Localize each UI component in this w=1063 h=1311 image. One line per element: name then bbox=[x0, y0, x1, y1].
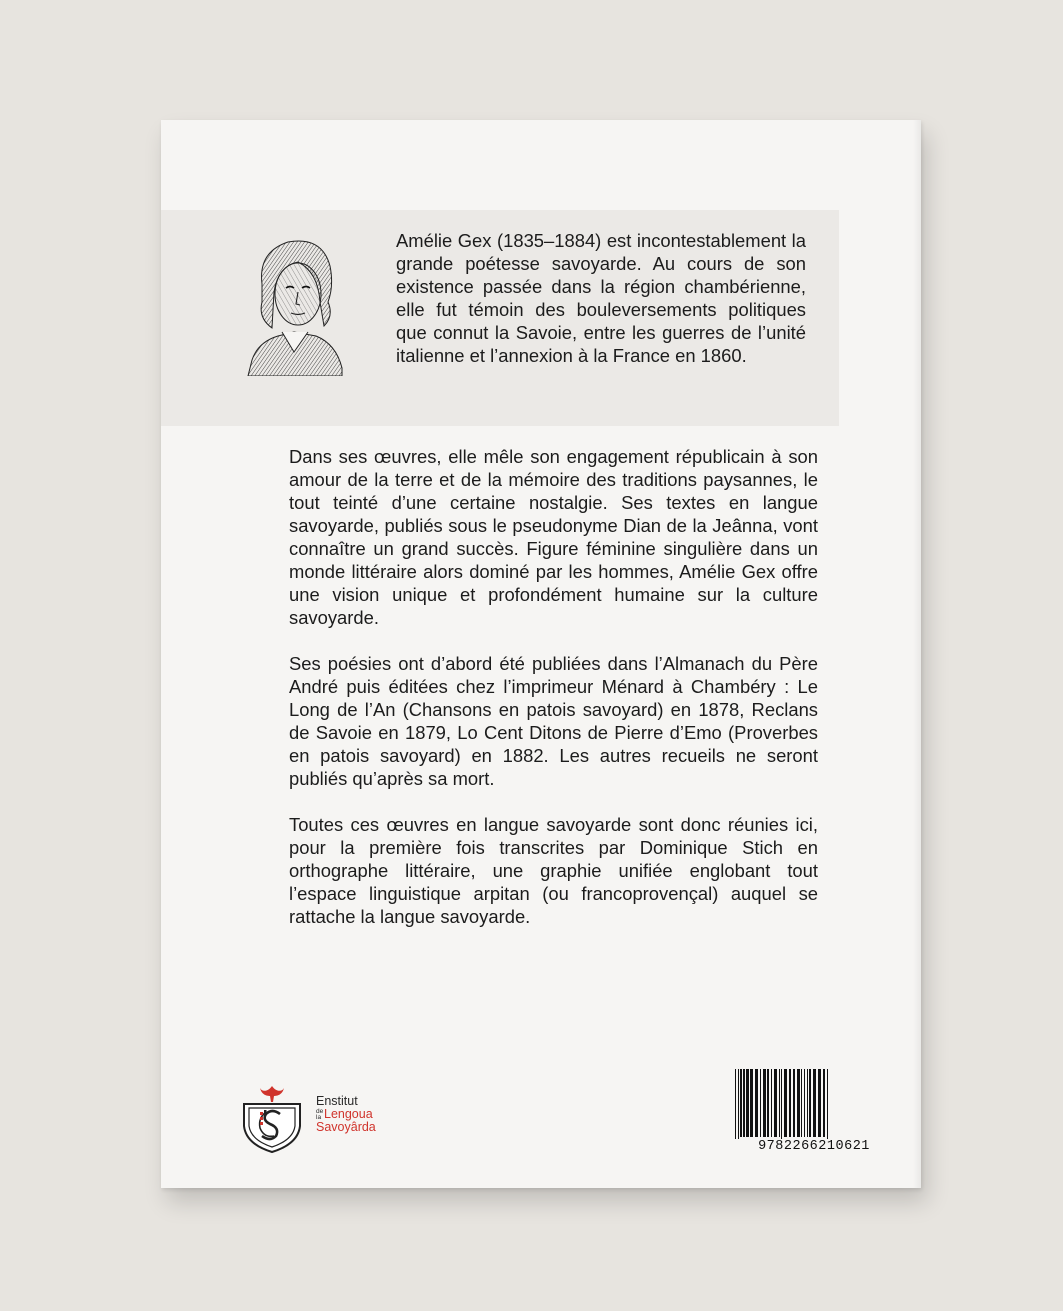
publisher-logo bbox=[240, 1082, 410, 1154]
publisher-name-line3: Savoyârda bbox=[316, 1120, 376, 1134]
intro-paragraph: Amélie Gex (1835–1884) est incontestablement la grande poétesse savoyarde. Au cours de son existence passée dans la région chambérienne, elle fut témoin des bouleversements politiques que connut la Savoie, entre les guerres de l’unité italienne et l’annexion à la France en 1860. bbox=[396, 230, 806, 366]
isbn-number: 9782266210621 bbox=[733, 1139, 895, 1154]
description-paragraph: Dans ses œuvres, elle mêle son engagement républicain à son amour de la terre et de la mémoire des traditions paysannes, le tout teinté d’une certaine nostalgie. Ses textes en langue savoyarde, publiés sous le pseudonyme Dian de la Jeânna, vont connaître un grand succès. Figure féminine singulière dans un monde littéraire alors dominé par les hommes, Amélie Gex offre une vision unique et profondément humaine sur la culture savoyarde. bbox=[289, 446, 818, 628]
description-paragraph: Ses poésies ont d’abord été publiées dans l’Almanach du Père André puis éditées chez l’imprimeur Ménard à Chambéry : Le Long de l’An (Chansons en patois savoyard) en 1878, Reclans de Savoie en 1879, Lo Cent Ditons de Pierre d’Emo (Proverbes en patois savoyard) en 1882. Les autres recueils ne seront publiés qu’après sa mort. bbox=[289, 653, 818, 789]
portrait-engraving-icon bbox=[238, 232, 346, 376]
publisher-name-line1: Enstitut bbox=[316, 1094, 358, 1108]
barcode-bars bbox=[733, 1069, 895, 1143]
publisher-name-de: de la bbox=[316, 1107, 324, 1121]
publisher-name-line2: Lengoua bbox=[324, 1107, 373, 1121]
description-paragraph: Toutes ces œuvres en langue savoyarde sont donc réunies ici, pour la première fois transcrites par Dominique Stich en orthographe littéraire, une graphie unifiée englobant tout l’espace linguistique arpitan (ou francoprovençal) auquel se rattache la langue savoyarde. bbox=[289, 814, 818, 927]
institute-shield-logo-icon bbox=[240, 1082, 304, 1154]
description-text bbox=[289, 445, 818, 951]
